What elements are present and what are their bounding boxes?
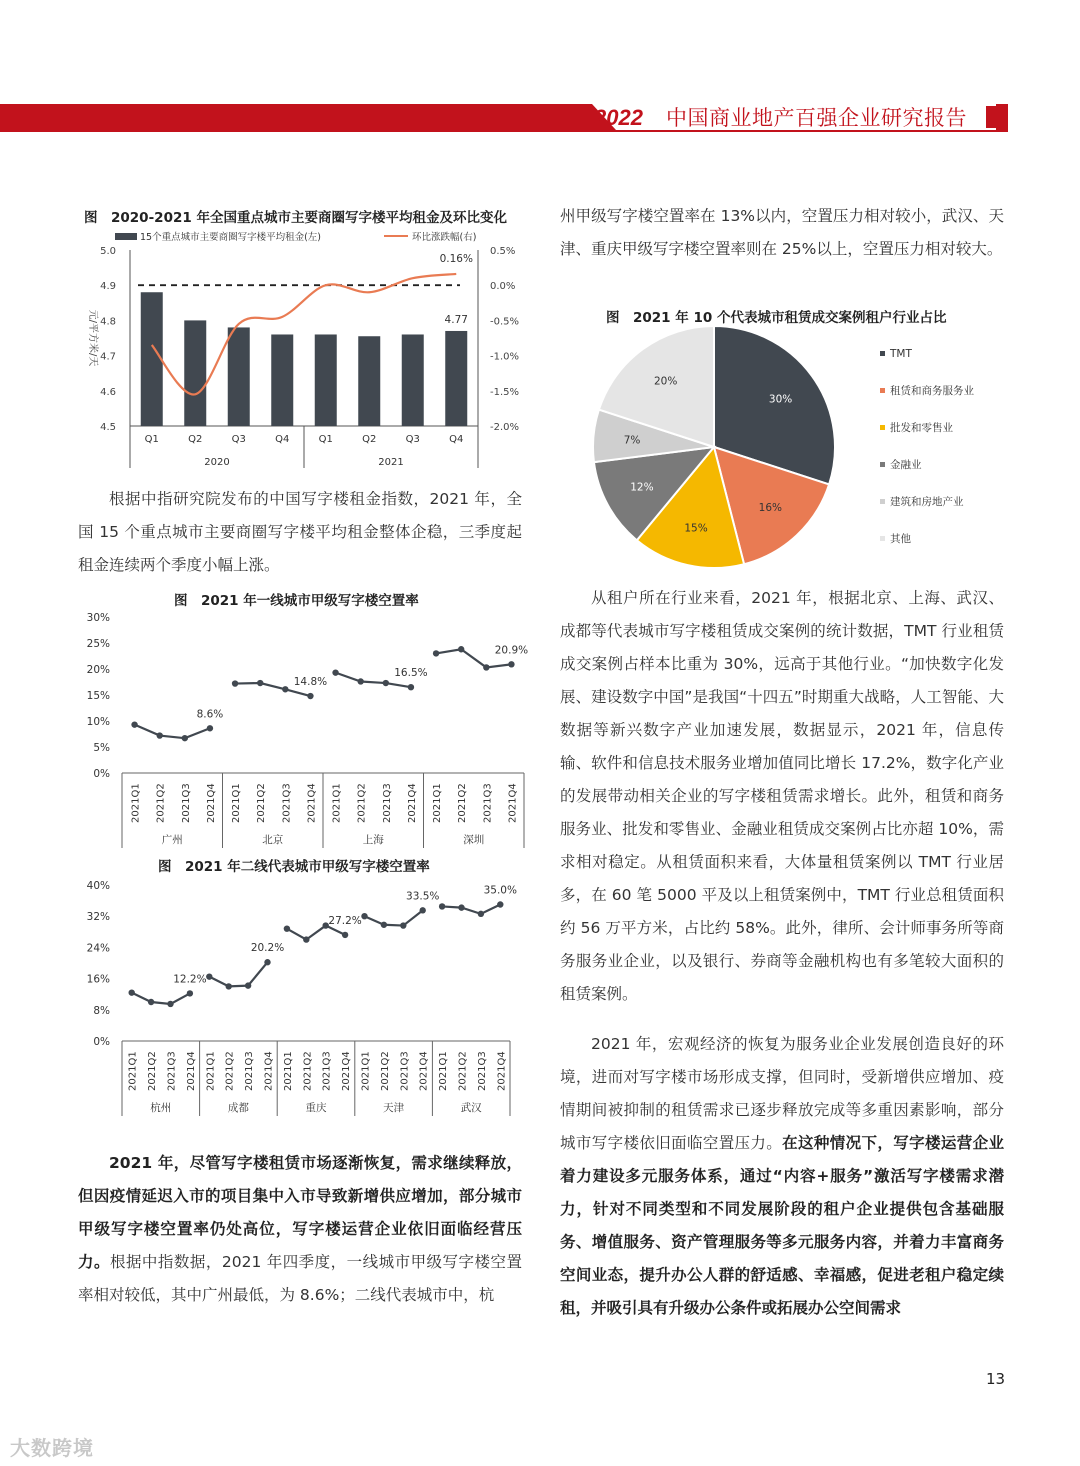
x-tick-label: 2021Q1 — [130, 783, 142, 823]
vacancy-line — [287, 926, 345, 940]
y-tick-label: 4.6 — [100, 386, 116, 398]
x-tick-label: Q3 — [405, 434, 420, 445]
y-tick-label: 20% — [86, 664, 110, 676]
x-tick-label: 2021Q2 — [224, 1051, 236, 1091]
x-tick-label: Q4 — [275, 434, 290, 445]
vacancy-point — [342, 932, 348, 938]
city-label: 杭州 — [150, 1102, 172, 1114]
right-paragraph-1 — [560, 582, 1004, 1011]
header-square — [986, 106, 1006, 128]
x-tick-label: 2021Q3 — [244, 1051, 256, 1091]
x-tick-label: 2021Q3 — [321, 1051, 333, 1091]
vacancy-point — [148, 999, 154, 1005]
x-tick-label: 2021Q4 — [185, 1051, 197, 1091]
city-label: 深圳 — [463, 834, 485, 846]
y-tick-label: 4.9 — [100, 281, 116, 293]
vacancy-point — [483, 664, 489, 670]
x-tick-label: 2021Q3 — [482, 783, 494, 823]
rent-bar — [228, 327, 250, 426]
left-paragraph-1-text: 根据中指研究院发布的中国写字楼租金指数，2021 年，全国 15 个重点城市主要商圈写字楼平均租金整体企稳，三季度起租金连续两个季度小幅上涨。 — [78, 490, 522, 574]
y-tick-label: 4.7 — [100, 351, 116, 363]
pie-value-label: 15% — [684, 522, 708, 535]
legend-bar-label: 15个重点城市主要商圈写字楼平均租金(左) — [140, 232, 322, 243]
legend-label: 租赁和商务服务业 — [890, 385, 974, 397]
x-tick-label: Q3 — [231, 434, 246, 445]
vacancy-point — [232, 680, 238, 686]
right-paragraph-1-text: 从租户所在行业来看，2021 年，根据北京、上海、武汉、成都等代表城市写字楼租赁成交案例的统计数据，TMT 行业租赁成交案例占样本比重为 30%，远高于其他行业。“加快数字化发展、建设数字中国”是我国“十四五”时期重大战略，人工智能、大数据等新兴数字产业加速发展，数据显示，2021 年，信息传输、软件和信息技术服务业增加值同比增长 17.2%，数字化产业的发展带动相关企业的写字楼租赁需求增长。此外，租赁和商务服务业、批发和零售业、金融业租赁成交案例占比亦超 10%，需求相对稳定。从租赁面积来看，大体量租赁案例以 TMT 行业居多，在 60 笔 5000 平及以上租赁案例中，TMT 行业总租赁面积约 56 万平方米，占比约 58%。此外，律所、会计师事务所等商务服务业企业，以及银行、券商等金融机构也有多笔较大面积的租赁案例。 — [560, 589, 1004, 1003]
x-tick-label: 2021Q2 — [147, 1051, 159, 1091]
legend-label: 批发和零售业 — [890, 422, 953, 434]
vacancy-point — [357, 678, 363, 684]
x-tick-label: 2021Q2 — [457, 783, 469, 823]
vacancy-point — [439, 903, 445, 909]
vacancy-point — [361, 913, 367, 919]
legend-swatch — [880, 425, 885, 430]
x-tick-label: Q1 — [144, 434, 159, 445]
y-tick-label: 5% — [93, 742, 110, 754]
x-tick-label: Q4 — [449, 434, 464, 445]
x-group-label: 2021 — [378, 457, 404, 468]
vacancy-value-label: 12.2% — [173, 973, 207, 986]
vacancy-point — [383, 680, 389, 686]
vacancy-point — [400, 922, 406, 928]
x-tick-label: 2021Q2 — [302, 1051, 314, 1091]
right-paragraph-2-plain: 2021 年，宏观经济的恢复为服务业企业发展创造良好的环境，进而对写字楼市场形成支撑，但同时，受新增供应增加、疫情期间被抑制的租赁需求已逐步释放完成等多重因素影响，部分城市写字楼依旧面临空置压力。 — [560, 1035, 1004, 1152]
vacancy-point — [433, 650, 439, 656]
report-title: 中国商业地产百强企业研究报告 — [666, 106, 967, 130]
vacancy-point — [408, 684, 414, 690]
vacancy-point — [167, 1001, 173, 1007]
x-tick-label: Q2 — [362, 434, 377, 445]
x-tick-label: 2021Q3 — [166, 1051, 178, 1091]
rent-chart — [80, 226, 530, 474]
pie-chart-title: 图 2021 年 10 个代表城市租赁成交案例租户行业占比 — [606, 310, 947, 326]
vacancy-line — [442, 905, 500, 914]
x-tick-label: 2021Q4 — [306, 783, 318, 823]
legend-swatch — [880, 499, 885, 504]
vacancy-point — [508, 661, 514, 667]
y-tick-label: 10% — [86, 716, 110, 728]
right-paragraph-2-bold: 在这种情况下，写字楼运营企业着力建设多元服务体系，通过“内容+服务”激活写字楼需求潜力，针对不同类型和不同发展阶段的租户企业提供包含基础服务、增值服务、资产管理服务等多元服务内容，并着力丰富商务空间业态，提升办公人群的舒适感、幸福感，促进老租户稳定续租，并吸引具有升级办公条件或拓展办公空间需求 — [560, 1134, 1004, 1317]
x-tick-label: 2021Q3 — [281, 783, 293, 823]
legend-line-label: 环比涨跌幅(右) — [412, 232, 477, 243]
x-tick-label: 2021Q2 — [356, 783, 368, 823]
y-tick-label: 16% — [86, 973, 110, 986]
x-tick-label: 2021Q4 — [263, 1051, 275, 1091]
x-tick-label: 2021Q2 — [155, 783, 167, 823]
left-paragraph-2 — [78, 1147, 522, 1312]
tier1-vacancy-chart — [80, 605, 530, 850]
vacancy-point — [282, 686, 288, 692]
legend-swatch — [880, 388, 885, 393]
watermark-logo: 大数跨境 — [10, 1436, 94, 1460]
x-tick-label: 2021Q4 — [507, 783, 519, 823]
vacancy-line — [132, 993, 190, 1004]
vacancy-point — [207, 725, 213, 731]
y2-tick-label: 0.5% — [490, 246, 516, 257]
x-tick-label: 2021Q1 — [127, 1051, 139, 1091]
x-tick-label: 2021Q1 — [331, 783, 343, 823]
x-tick-label: 2021Q3 — [180, 783, 192, 823]
y-tick-label: 40% — [86, 880, 110, 892]
y2-tick-label: -1.5% — [490, 386, 520, 398]
vacancy-point — [307, 693, 313, 699]
report-year: 2022 — [594, 105, 643, 130]
right-paragraph-2 — [560, 1028, 1004, 1325]
legend-swatch — [880, 351, 885, 356]
y-tick-label: 15% — [86, 690, 110, 702]
x-tick-label: 2021Q1 — [438, 1051, 450, 1091]
y2-tick-label: 0.0% — [490, 281, 516, 293]
x-group-label: 2020 — [204, 457, 230, 468]
vacancy-point — [478, 911, 484, 917]
vacancy-point — [206, 973, 212, 979]
legend-label: 建筑和房地产业 — [890, 496, 964, 508]
vacancy-value-label: 16.5% — [394, 667, 428, 680]
y2-tick-label: -1.0% — [490, 351, 520, 363]
vacancy-point — [156, 732, 162, 738]
x-tick-label: 2021Q4 — [406, 783, 418, 823]
vacancy-point — [458, 646, 464, 652]
vacancy-point — [420, 907, 426, 913]
x-tick-label: 2021Q1 — [205, 1051, 217, 1091]
left-paragraph-1 — [78, 483, 522, 582]
x-tick-label: 2021Q4 — [341, 1051, 353, 1091]
x-tick-label: 2021Q3 — [381, 783, 393, 823]
y-tick-label: 4.8 — [100, 316, 116, 328]
legend-label: 金融业 — [890, 459, 922, 471]
y-tick-label: 0% — [93, 1036, 110, 1048]
vacancy-point — [497, 901, 503, 907]
x-tick-label: 2021Q3 — [399, 1051, 411, 1091]
y-tick-label: 24% — [86, 942, 110, 955]
pie-value-label: 30% — [768, 393, 793, 406]
vacancy-point — [187, 990, 193, 996]
vacancy-line — [365, 910, 423, 925]
y-tick-label: 5.0 — [100, 246, 116, 257]
x-tick-label: 2021Q4 — [205, 783, 217, 823]
x-tick-label: 2021Q4 — [496, 1051, 508, 1091]
y2-tick-label: -2.0% — [490, 422, 520, 433]
city-label: 天津 — [383, 1102, 405, 1114]
tier1-chart-title: 图 2021 年一线城市甲级写字楼空置率 — [174, 593, 419, 609]
vacancy-value-label: 27.2% — [328, 914, 362, 927]
vacancy-point — [245, 982, 251, 988]
vacancy-value-label: 35.0% — [483, 884, 517, 897]
rent-bar — [358, 336, 380, 426]
x-tick-label: 2021Q1 — [231, 783, 243, 823]
vacancy-line — [135, 725, 210, 739]
y-tick-label: 25% — [86, 638, 110, 650]
legend-label: TMT — [890, 348, 912, 360]
y-tick-label: 30% — [86, 612, 110, 624]
tenant-industry-pie-chart — [588, 326, 1008, 576]
rent-bar — [445, 331, 467, 426]
vacancy-line — [209, 962, 267, 986]
left-paragraph-2-bold: 2021 年，尽管写字楼租赁市场逐渐恢复，需求继续释放，但因疫情延迟入市的项目集中入市导致新增供应增加，部分城市甲级写字楼空置率仍处高位，写字楼运营企业依旧面临经营压力。 — [78, 1154, 522, 1271]
vacancy-point — [131, 721, 137, 727]
page-number: 13 — [986, 1370, 1006, 1388]
x-tick-label: 2021Q1 — [360, 1051, 372, 1091]
pie-value-label: 20% — [653, 375, 678, 388]
right-paragraph-0 — [560, 200, 1004, 266]
city-label: 上海 — [362, 834, 384, 846]
y-tick-label: 0% — [93, 768, 110, 780]
vacancy-value-label: 14.8% — [293, 676, 328, 689]
bar-value-label: 4.77 — [444, 313, 468, 326]
vacancy-value-label: 20.2% — [250, 942, 285, 955]
rent-bar — [402, 334, 424, 426]
x-tick-label: 2021Q1 — [282, 1051, 294, 1091]
y2-tick-label: -0.5% — [490, 316, 520, 328]
x-tick-label: Q1 — [318, 434, 333, 445]
tier2-chart-title: 图 2021 年二线代表城市甲级写字楼空置率 — [158, 859, 430, 875]
tier2-vacancy-chart — [80, 872, 530, 1117]
header-rule — [0, 130, 1008, 132]
right-paragraph-0-text: 州甲级写字楼空置率在 13%以内，空置压力相对较小，武汉、天津、重庆甲级写字楼空置率则在 25%以上，空置压力相对较大。 — [560, 207, 1004, 258]
rent-bar — [315, 334, 337, 426]
rent-bar — [271, 334, 293, 426]
city-label: 武汉 — [460, 1102, 482, 1114]
vacancy-value-label: 33.5% — [406, 890, 440, 903]
left-paragraph-2-rest: 根据中指数据，2021 年四季度，一线城市甲级写字楼空置率相对较低，其中广州最低，为 8.6%；二线代表城市中，杭 — [78, 1253, 522, 1304]
x-tick-label: Q2 — [188, 434, 203, 445]
y-axis-label: 元/平方米/天 — [87, 309, 98, 367]
vacancy-point — [226, 983, 232, 989]
x-tick-label: 2021Q4 — [418, 1051, 430, 1091]
pie-value-label: 7% — [623, 434, 641, 447]
line-value-label: 0.16% — [439, 252, 473, 265]
city-label: 北京 — [262, 834, 284, 846]
vacancy-value-label: 8.6% — [196, 708, 224, 721]
vacancy-point — [381, 922, 387, 928]
x-tick-label: 2021Q2 — [256, 783, 268, 823]
rent-bar — [141, 292, 163, 426]
legend-bar-swatch — [115, 233, 137, 240]
vacancy-point — [129, 989, 135, 995]
x-tick-label: 2021Q2 — [379, 1051, 391, 1091]
y-tick-label: 4.5 — [100, 422, 116, 433]
y-tick-label: 32% — [86, 911, 110, 924]
x-tick-label: 2021Q2 — [457, 1051, 469, 1091]
rent-bar — [184, 320, 206, 426]
y-tick-label: 8% — [93, 1004, 110, 1017]
vacancy-point — [332, 669, 338, 675]
vacancy-point — [303, 936, 309, 942]
city-label: 成都 — [227, 1102, 249, 1114]
rent-chart-title: 图 2020-2021 年全国重点城市主要商圈写字楼平均租金及环比变化 — [84, 210, 507, 226]
pie-value-label: 12% — [630, 481, 654, 494]
pie-value-label: 16% — [758, 501, 782, 514]
x-tick-label: 2021Q3 — [476, 1051, 488, 1091]
vacancy-point — [284, 925, 290, 931]
legend-swatch — [880, 536, 885, 541]
x-tick-label: 2021Q1 — [432, 783, 444, 823]
vacancy-point — [257, 680, 263, 686]
city-label: 广州 — [161, 834, 183, 846]
vacancy-value-label: 20.9% — [494, 644, 529, 657]
legend-label: 其他 — [890, 533, 911, 545]
city-label: 重庆 — [305, 1102, 327, 1114]
vacancy-point — [264, 959, 270, 965]
legend-swatch — [880, 462, 885, 467]
vacancy-point — [458, 904, 464, 910]
vacancy-point — [182, 735, 188, 741]
